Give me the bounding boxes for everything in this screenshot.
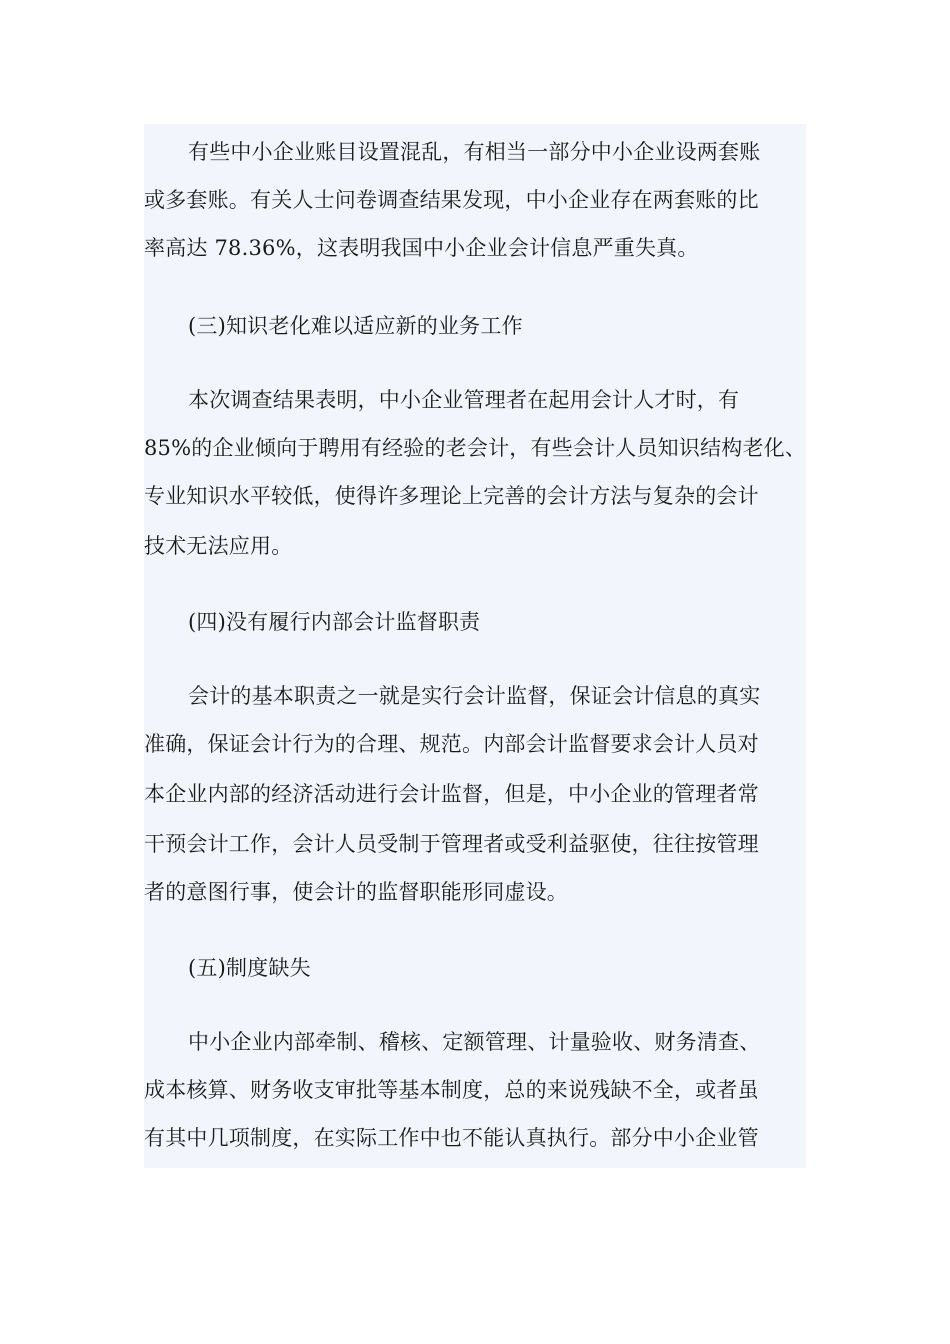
paragraph-line: 本次调查结果表明，中小企业管理者在起用会计人才时，有 — [188, 388, 740, 412]
paragraph-line: 干预会计工作，会计人员受制于管理者或受利益驱使，往往按管理 — [144, 832, 759, 856]
paragraph-line: 有些中小企业账目设置混乱，有相当一部分中小企业设两套账 — [188, 140, 761, 164]
paragraph-line: 本企业内部的经济活动进行会计监督，但是，中小企业的管理者常 — [144, 782, 759, 806]
section-heading: (五)制度缺失 — [188, 956, 311, 980]
document-body — [144, 124, 806, 1168]
section-heading: (三)知识老化难以适应新的业务工作 — [188, 314, 523, 338]
paragraph-line: 会计的基本职责之一就是实行会计监督，保证会计信息的真实 — [188, 684, 761, 708]
paragraph-line: 成本核算、财务收支审批等基本制度，总的来说残缺不全，或者虽 — [144, 1078, 759, 1102]
paragraph-line: 或多套账。有关人士问卷调查结果发现，中小企业存在两套账的比 — [144, 188, 759, 212]
paragraph-line: 85%的企业倾向于聘用有经验的老会计，有些会计人员知识结构老化、 — [144, 436, 807, 460]
paragraph-line: 者的意图行事，使会计的监督职能形同虚设。 — [144, 880, 568, 904]
paragraph-line: 中小企业内部牵制、稽核、定额管理、计量验收、财务清查、 — [188, 1030, 761, 1054]
paragraph-line: 准确，保证会计行为的合理、规范。内部会计监督要求会计人员对 — [144, 732, 759, 756]
paragraph-line: 专业知识水平较低，使得许多理论上完善的会计方法与复杂的会计 — [144, 484, 759, 508]
paragraph-line: 率高达 78.36%，这表明我国中小企业会计信息严重失真。 — [144, 236, 699, 260]
section-heading: (四)没有履行内部会计监督职责 — [188, 610, 481, 634]
paragraph-line: 有其中几项制度，在实际工作中也不能认真执行。部分中小企业管 — [144, 1126, 759, 1150]
paragraph-line: 技术无法应用。 — [144, 534, 293, 558]
